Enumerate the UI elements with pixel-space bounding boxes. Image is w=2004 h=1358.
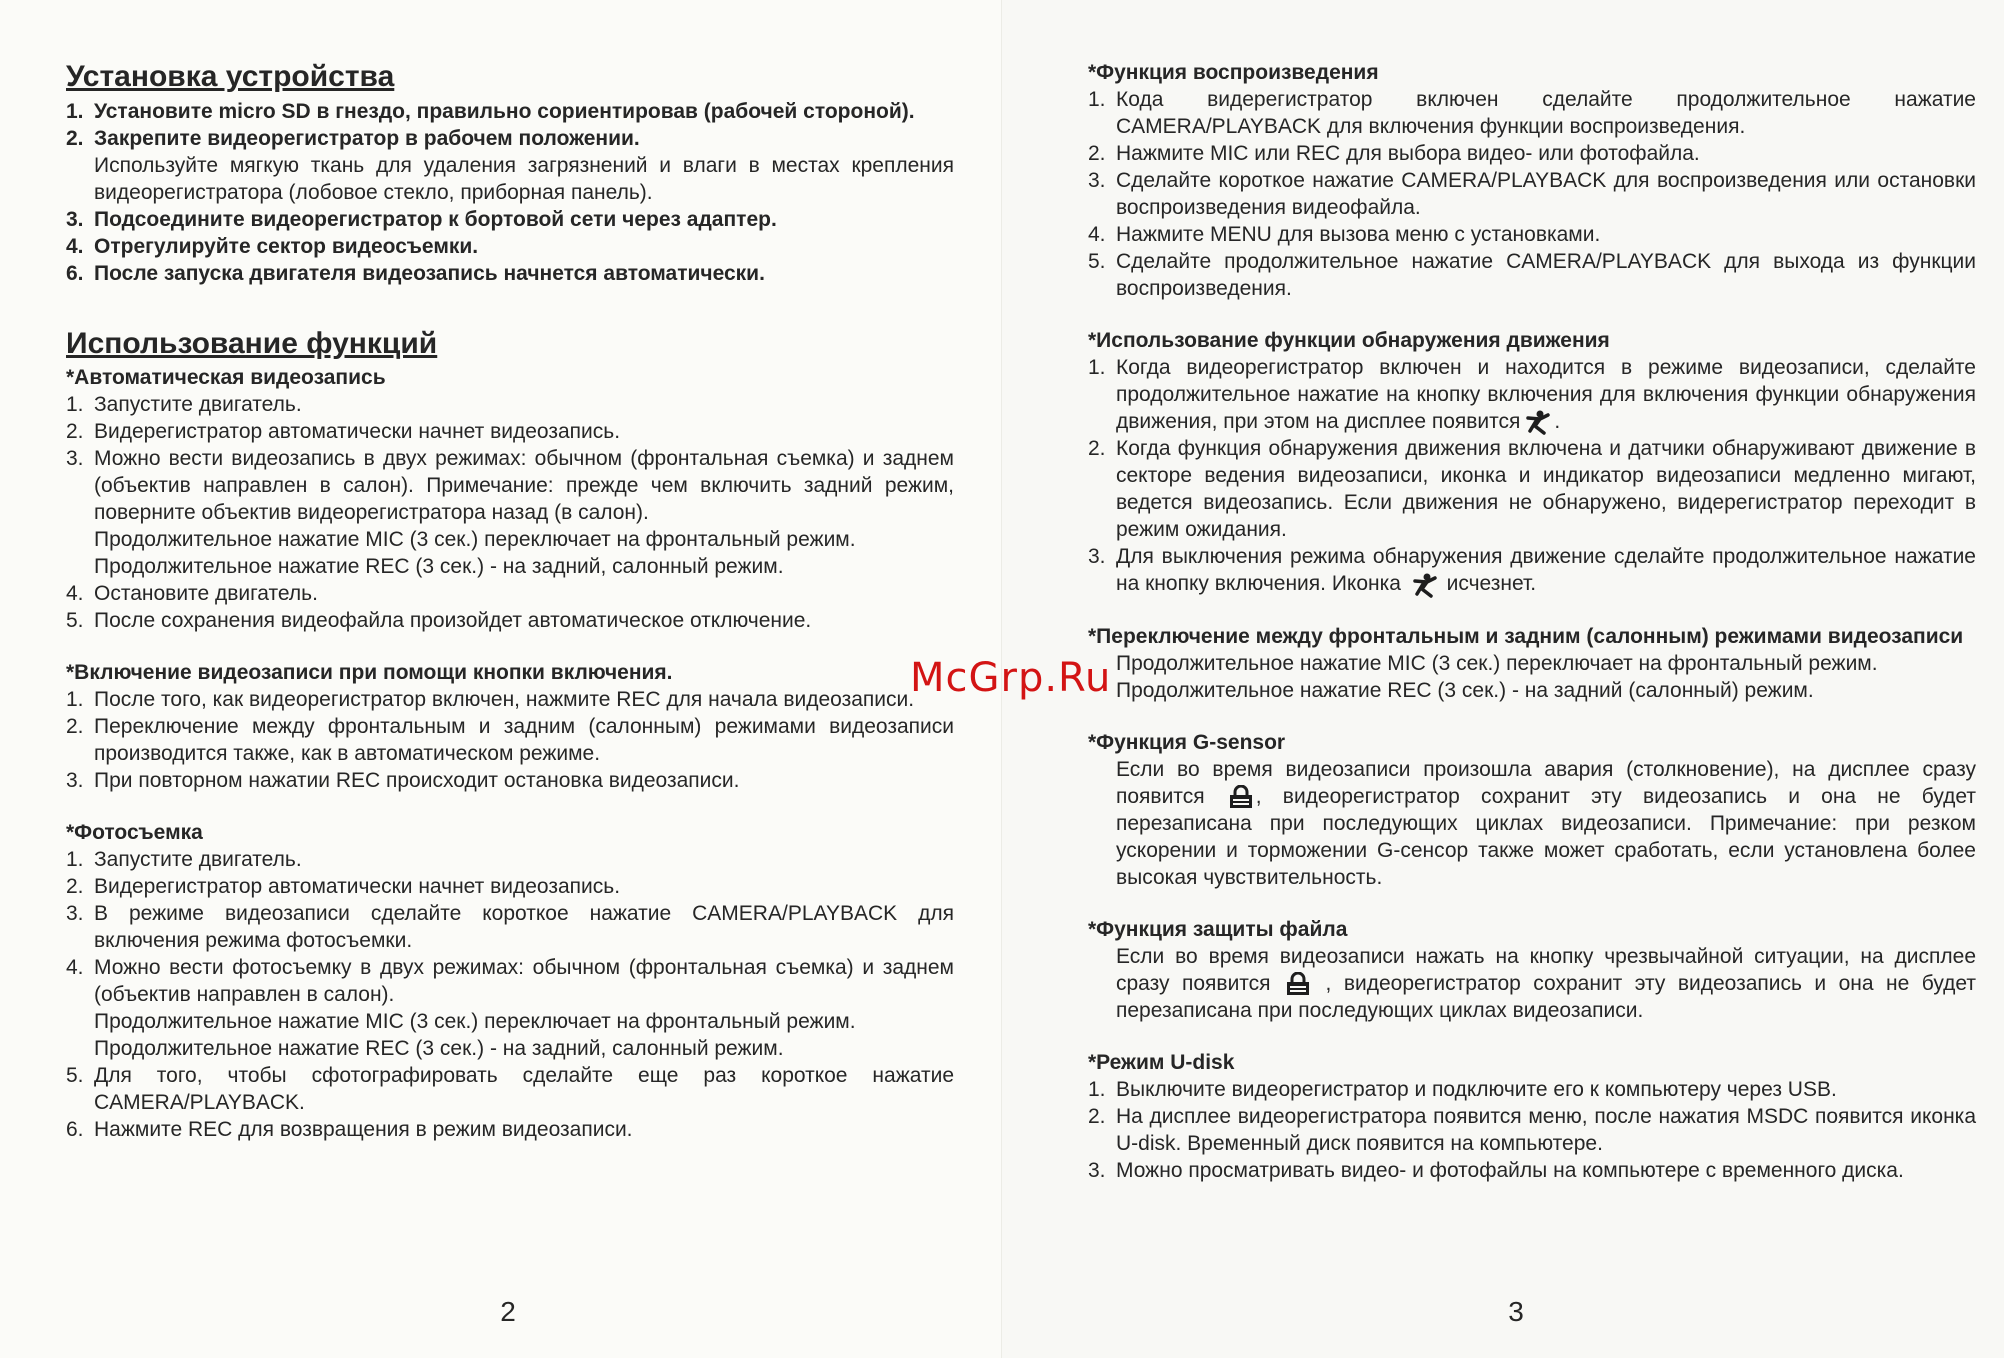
list-item <box>66 233 954 260</box>
motion-item3-text: Для выключения режима обнаружения движение сделайте продолжительное нажатие на кнопку включения. Иконка <box>1116 545 1976 596</box>
functions-title: Использование функций <box>66 327 438 360</box>
item-number: 2. <box>1088 142 1106 165</box>
protect-text-before: Если во время видеозаписи нажать на кнопку чрезвычайной ситуации, на дисплее сразу появится <box>1116 944 1976 995</box>
item-number: 4. <box>66 582 84 605</box>
item-text: Отрегулируйте сектор видеосъемки. <box>94 235 479 258</box>
list-item <box>66 954 954 1008</box>
list-item <box>1088 1103 1976 1157</box>
switch-mic-line: Продолжительное нажатие MIC (3 сек.) переключает на фронтальный режим. <box>1116 651 1878 675</box>
motion-item3-after: исчезнет. <box>1446 572 1537 596</box>
item-text: На дисплее видеорегистратора появится меню, после нажатия MSDC появится иконка U-disk. Временный диск появится на компьютере. <box>1116 1104 1976 1155</box>
item-number: 1. <box>1088 88 1106 111</box>
item-number: 5. <box>66 1064 84 1087</box>
auto-extra-mic: Продолжительное нажатие MIC (3 сек.) переключает на фронтальный режим. <box>94 528 856 551</box>
lock-icon <box>1226 785 1256 809</box>
item-text: Можно вести фотосъемку в двух режимах: обычном (фронтальная съемка) и заднем (объектив направлен в салон). <box>94 956 954 1006</box>
item-number: 1. <box>1088 1077 1106 1101</box>
item-text: Можно вести видеозапись в двух режимах: обычном (фронтальная съемка) и заднем (объектив направлен в салон). Примечание: прежде чем включить задний режим, поверните объектив видеорегистратора назад (в салон). <box>94 447 954 524</box>
list-item <box>66 206 954 233</box>
item-number: 5. <box>1088 250 1106 273</box>
item-number: 1. <box>66 100 84 123</box>
item-number: 1. <box>1088 356 1106 379</box>
page-number: 2 <box>500 1296 516 1327</box>
switch-heading: *Переключение между фронтальным и задним (салонным) режимами видеозаписи <box>1088 624 1964 648</box>
list-item <box>66 900 954 954</box>
item-text: Переключение между фронтальным и задним (салонным) режимами видеозаписи производится также, как в автоматическом режиме. <box>94 715 954 765</box>
item-text: Подсоедините видеорегистратор к бортовой сети через адаптер. <box>94 208 777 231</box>
gsensor-text-before: Если во время видеозаписи произошла авария (столкновение), на дисплее сразу появится <box>1116 757 1976 808</box>
protect-text <box>1088 943 1976 1024</box>
list-item <box>1088 86 1976 140</box>
button-record-heading: *Включение видеозаписи при помощи кнопки включения. <box>66 661 673 684</box>
item-number: 3. <box>66 447 84 470</box>
item-number: 1. <box>66 848 84 871</box>
photo-extra-mic: Продолжительное нажатие MIC (3 сек.) переключает на фронтальный режим. <box>94 1010 856 1033</box>
item-text: Нажмите REC для возвращения в режим видеозаписи. <box>94 1118 633 1141</box>
item-number: 5. <box>66 609 84 632</box>
list-item <box>66 98 954 125</box>
playback-heading: *Функция воспроизведения <box>1088 61 1379 84</box>
item-text: После запуска двигателя видеозапись начнется автоматически. <box>94 262 765 285</box>
motion-detect-icon <box>1520 409 1554 435</box>
item-number: 3. <box>1088 545 1106 569</box>
list-item <box>66 580 954 607</box>
item-text: Запустите двигатель. <box>94 393 302 416</box>
item-text <box>1116 543 1976 597</box>
item-number: 3. <box>1088 169 1106 192</box>
list-item <box>1088 354 1976 435</box>
item-number: 2. <box>1088 437 1106 461</box>
item-text: Нажмите MIC или REC для выбора видео- или фотофайла. <box>1116 142 1700 165</box>
item-text: Запустите двигатель. <box>94 848 302 871</box>
page-number: 3 <box>1508 1296 1524 1327</box>
item-number: 2. <box>66 420 84 443</box>
lock-icon <box>1283 972 1313 996</box>
install-title: Установка устройства <box>66 60 395 93</box>
photo-heading: *Фотосъемка <box>66 821 203 844</box>
item-number: 6. <box>66 1118 84 1141</box>
right-page <box>1002 0 2004 1358</box>
list-item <box>1088 1076 1976 1103</box>
list-item <box>1088 140 1976 167</box>
list-item <box>1088 435 1976 543</box>
list-item <box>66 125 954 152</box>
item-number: 2. <box>1088 1104 1106 1128</box>
item-number: 4. <box>1088 223 1106 246</box>
item-number: 3. <box>1088 1158 1106 1182</box>
motion-item1-text: Когда видеорегистратор включен и находится в режиме видеозаписи, сделайте продолжительное нажатие на кнопку включения для включения функции обнаружения движения, при этом на дисплее появится <box>1116 356 1976 433</box>
list-item <box>66 391 954 418</box>
photo-extra-rec: Продолжительное нажатие REC (3 сек.) - на задний, салонный режим. <box>94 1037 784 1060</box>
item-text: После сохранения видеофайла произойдет автоматическое отключение. <box>94 609 812 632</box>
item-number: 2. <box>66 875 84 898</box>
list-item <box>1088 221 1976 248</box>
watermark: McGrp.Ru <box>910 655 1112 701</box>
item-text: Можно просматривать видео- и фотофайлы на компьютере с временного диска. <box>1116 1158 1904 1182</box>
gsensor-heading: *Функция G-sensor <box>1088 730 1286 754</box>
item-number: 1. <box>66 688 84 711</box>
motion-heading: *Использование функции обнаружения движения <box>1088 329 1610 352</box>
list-item <box>66 1116 954 1143</box>
list-item <box>1088 1157 1976 1184</box>
install-note: Используйте мягкую ткань для удаления загрязнений и влаги в местах крепления видеорегистратора (лобовое стекло, приборная панель). <box>94 154 954 204</box>
item-text: При повторном нажатии REC происходит остановка видеозаписи. <box>94 769 740 792</box>
list-item <box>66 767 954 794</box>
item-number: 6. <box>66 262 84 285</box>
item-number: 4. <box>66 956 84 979</box>
item-number: 3. <box>66 208 84 231</box>
list-item <box>1088 543 1976 597</box>
item-text: Кода видерегистратор включен сделайте продолжительное нажатие CAMERA/PLAYBACK для включения функции воспроизведения. <box>1116 88 1976 138</box>
item-text: Закрепите видеорегистратор в рабочем положении. <box>94 127 640 150</box>
item-number: 4. <box>66 235 84 258</box>
item-text: Нажмите MENU для вызова меню с установками. <box>1116 223 1601 246</box>
auto-extra-rec: Продолжительное нажатие REC (3 сек.) - на задний, салонный режим. <box>94 555 784 578</box>
item-text: Остановите двигатель. <box>94 582 318 605</box>
item-text: Видерегистратор автоматически начнет видеозапись. <box>94 420 621 443</box>
list-item <box>66 713 954 767</box>
gsensor-text-after: , видеорегистратор сохранит эту видеозапись и она не будет перезаписана при последующих циклах видеозаписи. Примечание: при резком ускорении и торможении G-сенсор также может сработать, если установлена более высокая чувствительность. <box>1116 784 1976 889</box>
left-column <box>66 60 954 1143</box>
udisk-heading: *Режим U-disk <box>1088 1050 1235 1074</box>
item-text: Сделайте продолжительное нажатие CAMERA/PLAYBACK для выхода из функции воспроизведения. <box>1116 250 1976 300</box>
list-item <box>66 1062 954 1116</box>
list-item <box>66 418 954 445</box>
list-item <box>66 686 954 713</box>
motion-detect-icon <box>1407 572 1441 598</box>
right-column <box>1088 60 1976 1184</box>
item-text: Сделайте короткое нажатие CAMERA/PLAYBACK для воспроизведения или остановки воспроизведения видеофайла. <box>1116 169 1976 219</box>
list-item <box>1088 167 1976 221</box>
item-number: 1. <box>66 393 84 416</box>
item-text: После того, как видеорегистратор включен, нажмите REC для начала видеозаписи. <box>94 688 915 711</box>
item-text: Для того, чтобы сфотографировать сделайте еще раз короткое нажатие CAMERA/PLAYBACK. <box>94 1064 954 1114</box>
list-item <box>66 846 954 873</box>
item-text: Установите micro SD в гнездо, правильно сориентировав (рабочей стороной). <box>94 100 915 123</box>
list-item <box>66 445 954 526</box>
item-number: 2. <box>66 715 84 738</box>
item-text: Видерегистратор автоматически начнет видеозапись. <box>94 875 621 898</box>
item-text <box>1116 354 1976 435</box>
motion-item1-after: . <box>1554 410 1561 433</box>
gsensor-text <box>1088 756 1976 891</box>
item-number: 3. <box>66 769 84 792</box>
switch-rec-line: Продолжительное нажатие REC (3 сек.) - на задний (салонный) режим. <box>1116 678 1814 702</box>
list-item <box>66 873 954 900</box>
item-text: В режиме видеозаписи сделайте короткое нажатие CAMERA/PLAYBACK для включения режима фотосъемки. <box>94 902 954 952</box>
list-item <box>66 607 954 634</box>
list-item <box>66 260 954 287</box>
protect-text-after: , видеорегистратор сохранит эту видеозапись и она не будет перезаписана при последующих циклах видеозаписи. <box>1116 971 1977 1022</box>
item-text: Когда функция обнаружения движения включена и датчики обнаруживают движение в секторе ведения видеозаписи, иконка и индикатор видеозаписи медленно мигают, ведется видеозапись. Если движения не обнаружено, видерегистратор переходит в режим ожидания. <box>1116 437 1976 542</box>
auto-record-heading: *Автоматическая видеозапись <box>66 366 386 389</box>
list-item <box>1088 248 1976 302</box>
protect-heading: *Функция защиты файла <box>1088 917 1348 941</box>
item-number: 2. <box>66 127 84 150</box>
item-text: Выключите видеорегистратор и подключите его к компьютеру через USB. <box>1116 1077 1837 1101</box>
item-number: 3. <box>66 902 84 925</box>
